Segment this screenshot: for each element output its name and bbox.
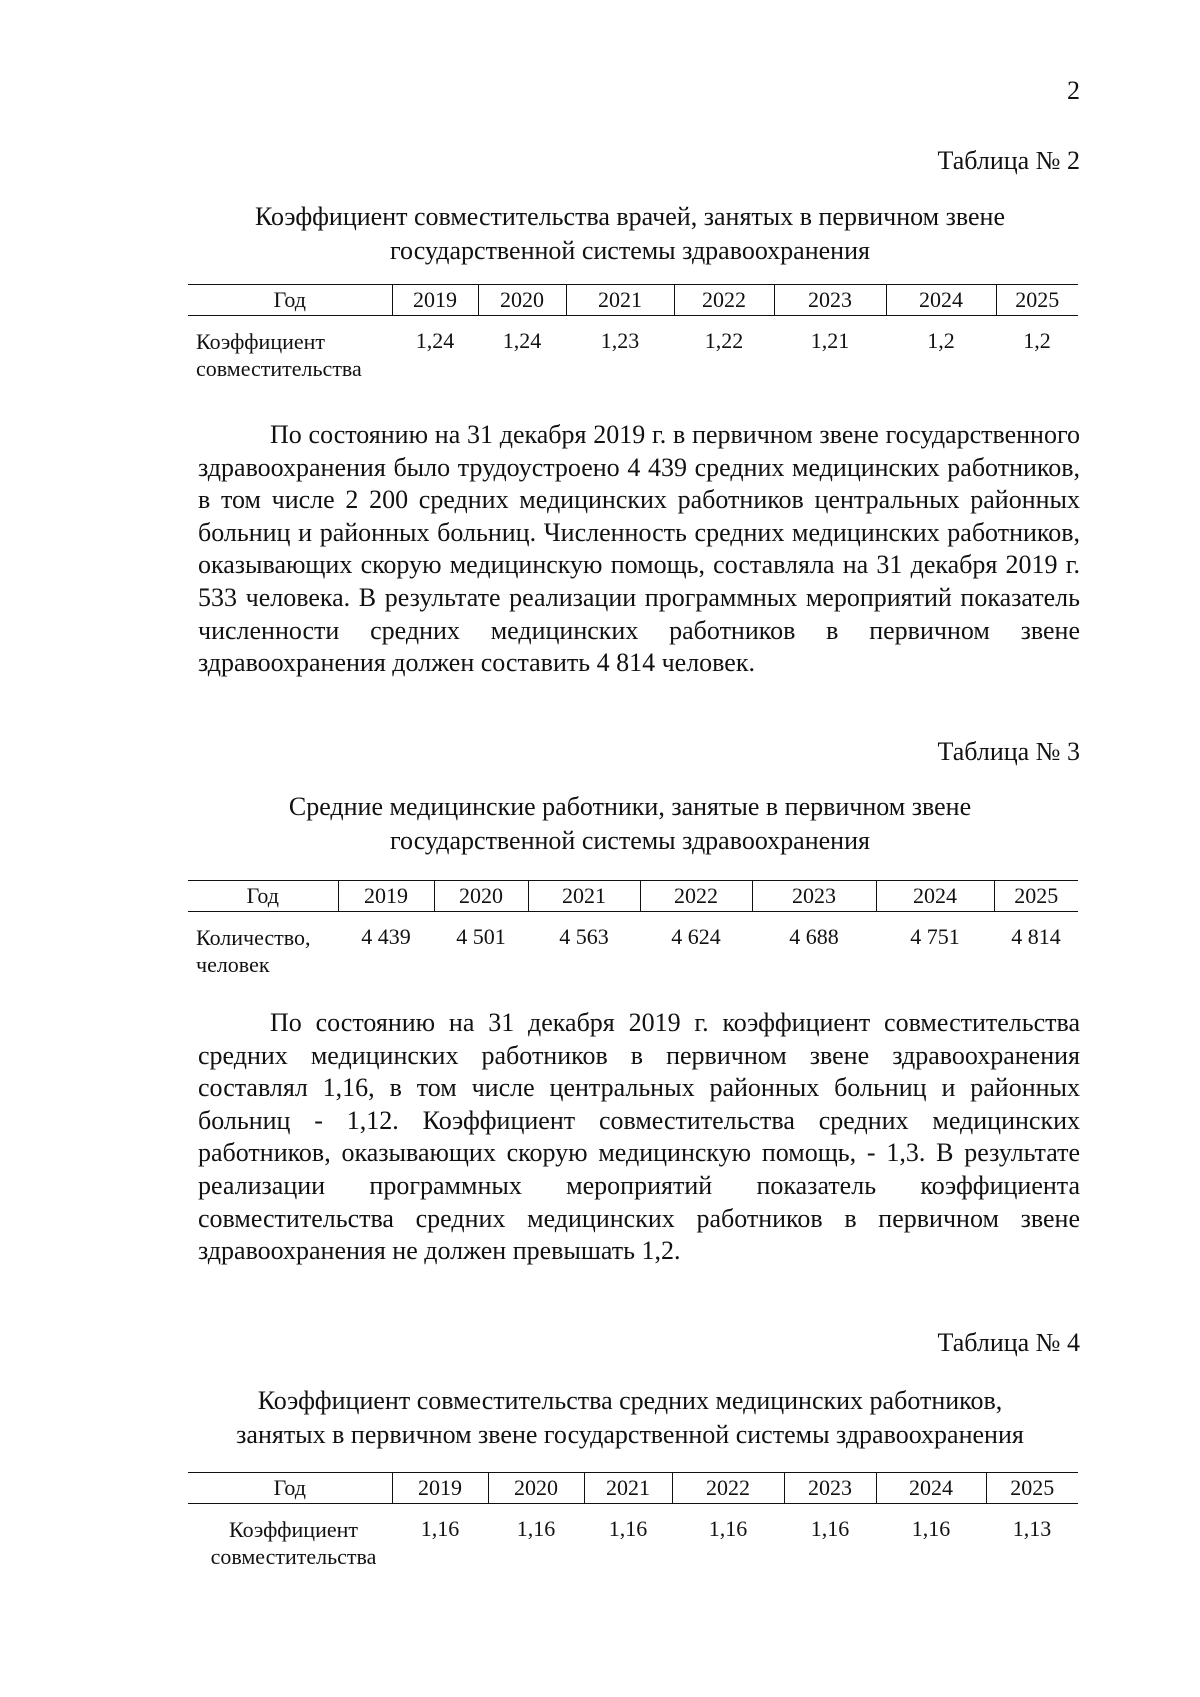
- header-cell: 2019: [392, 1473, 488, 1504]
- row-label: [188, 1504, 392, 1572]
- value-cell: 1,24: [415, 328, 455, 353]
- row-label-line: совместительства: [210, 1544, 377, 1569]
- table-4-title: [180, 1384, 1080, 1452]
- value-cell: 1,24: [502, 328, 542, 353]
- table-3-header-row: [188, 881, 1078, 912]
- value-cell: 1,23: [600, 328, 640, 353]
- value-cell: 1,16: [708, 1516, 748, 1541]
- table-2-title-line: государственной системы здравоохранения: [390, 236, 870, 265]
- table-3-title: [180, 790, 1080, 858]
- table-2: [188, 284, 1078, 383]
- row-label-line: человек: [196, 952, 270, 977]
- header-cell: 2020: [488, 1473, 584, 1504]
- value-cell: 1,21: [810, 328, 850, 353]
- row-label: [188, 316, 392, 384]
- value-cell: 1,16: [420, 1516, 460, 1541]
- table-row: [188, 912, 1078, 980]
- value-cell: 1,22: [704, 328, 744, 353]
- header-cell: 2023: [784, 1473, 876, 1504]
- table-2-title-line: Коэффициент совместительства врачей, занятых в первичном звене: [255, 202, 1005, 231]
- value-cell: 1,2: [1023, 328, 1051, 353]
- value-cell: 4 814: [1011, 924, 1061, 949]
- value-cell: 4 439: [361, 924, 411, 949]
- paragraph-1-text: По состоянию на 31 декабря 2019 г. в первичном звене государственного здравоохранения было трудоустроено 4 439 средних медицинских работников, в том числе 2 200 средних медицинских работников центральных районных больниц и районных больниц. Численность средних медицинских работников, оказывающих скорую медицинскую помощь, составляла на 31 декабря 2019 г. 533 человека. В результате реализации программных мероприятий показатель численности средних медицинских работников в первичном звене здравоохранения должен составить 4 814 человек.: [198, 420, 1080, 678]
- row-label-line: совместительства: [196, 356, 362, 381]
- header-cell: 2021: [566, 285, 674, 316]
- value-cell: 1,2: [927, 328, 955, 353]
- row-label-line: Количество,: [196, 925, 311, 950]
- value-cell: 1,16: [810, 1516, 850, 1541]
- header-cell: Год: [188, 285, 392, 316]
- header-cell: 2019: [338, 881, 434, 912]
- table-2-header-row: [188, 285, 1078, 316]
- paragraph-2: [198, 1007, 1080, 1268]
- row-label-line: Коэффициент: [196, 329, 326, 354]
- table-4-title-line: Коэффициент совместительства средних медицинских работников,: [257, 1386, 1003, 1415]
- table-4-header-row: [188, 1473, 1078, 1504]
- header-cell: 2023: [774, 285, 886, 316]
- header-cell: 2021: [584, 1473, 672, 1504]
- header-cell: 2022: [640, 881, 752, 912]
- header-cell: 2022: [674, 285, 774, 316]
- row-label: [188, 912, 338, 980]
- paragraph-2-text: По состоянию на 31 декабря 2019 г. коэффициент совместительства средних медицинских работников в первичном звене здравоохранения составлял 1,16, в том числе центральных районных больниц и районных больниц - 1,12. Коэффициент совместительства средних медицинских работников, оказывающих скорую медицинскую помощь, - 1,3. В результате реализации программных мероприятий показатель коэффициента совместительства средних медицинских работников в первичном звене здравоохранения не должен превышать 1,2.: [198, 1008, 1080, 1266]
- table-3-title-line: государственной системы здравоохранения: [390, 826, 870, 855]
- header-cell: 2025: [994, 881, 1078, 912]
- header-cell: 2024: [876, 881, 994, 912]
- table-4-caption: Таблица № 4: [937, 1328, 1080, 1357]
- header-cell: 2019: [392, 285, 478, 316]
- header-cell: Год: [188, 1473, 392, 1504]
- page-number: 2: [1067, 76, 1080, 105]
- header-cell: 2022: [672, 1473, 784, 1504]
- header-cell: 2020: [478, 285, 566, 316]
- table-2-caption: Таблица № 2: [937, 146, 1080, 175]
- value-cell: 1,16: [608, 1516, 648, 1541]
- value-cell: 1,16: [911, 1516, 951, 1541]
- value-cell: 4 563: [559, 924, 609, 949]
- table-2-title: [180, 200, 1080, 268]
- header-cell: Год: [188, 881, 338, 912]
- table-3: [188, 880, 1078, 979]
- header-cell: 2020: [434, 881, 528, 912]
- header-cell: 2021: [528, 881, 640, 912]
- value-cell: 1,16: [516, 1516, 556, 1541]
- table-3-caption: Таблица № 3: [937, 737, 1080, 766]
- table-row: [188, 1504, 1078, 1572]
- header-cell: 2025: [996, 285, 1078, 316]
- row-label-line: Коэффициент: [228, 1517, 358, 1542]
- header-cell: 2024: [876, 1473, 986, 1504]
- table-3-title-line: Средние медицинские работники, занятые в первичном звене: [288, 792, 972, 821]
- header-cell: 2025: [986, 1473, 1078, 1504]
- table-row: [188, 316, 1078, 384]
- table-4: [188, 1472, 1078, 1571]
- value-cell: 1,13: [1012, 1516, 1052, 1541]
- header-cell: 2023: [752, 881, 876, 912]
- value-cell: 4 501: [456, 924, 506, 949]
- table-4-title-line: занятых в первичном звене государственной системы здравоохранения: [236, 1420, 1024, 1449]
- value-cell: 4 624: [671, 924, 721, 949]
- header-cell: 2024: [886, 285, 996, 316]
- paragraph-1: [198, 419, 1080, 680]
- value-cell: 4 751: [910, 924, 960, 949]
- value-cell: 4 688: [789, 924, 839, 949]
